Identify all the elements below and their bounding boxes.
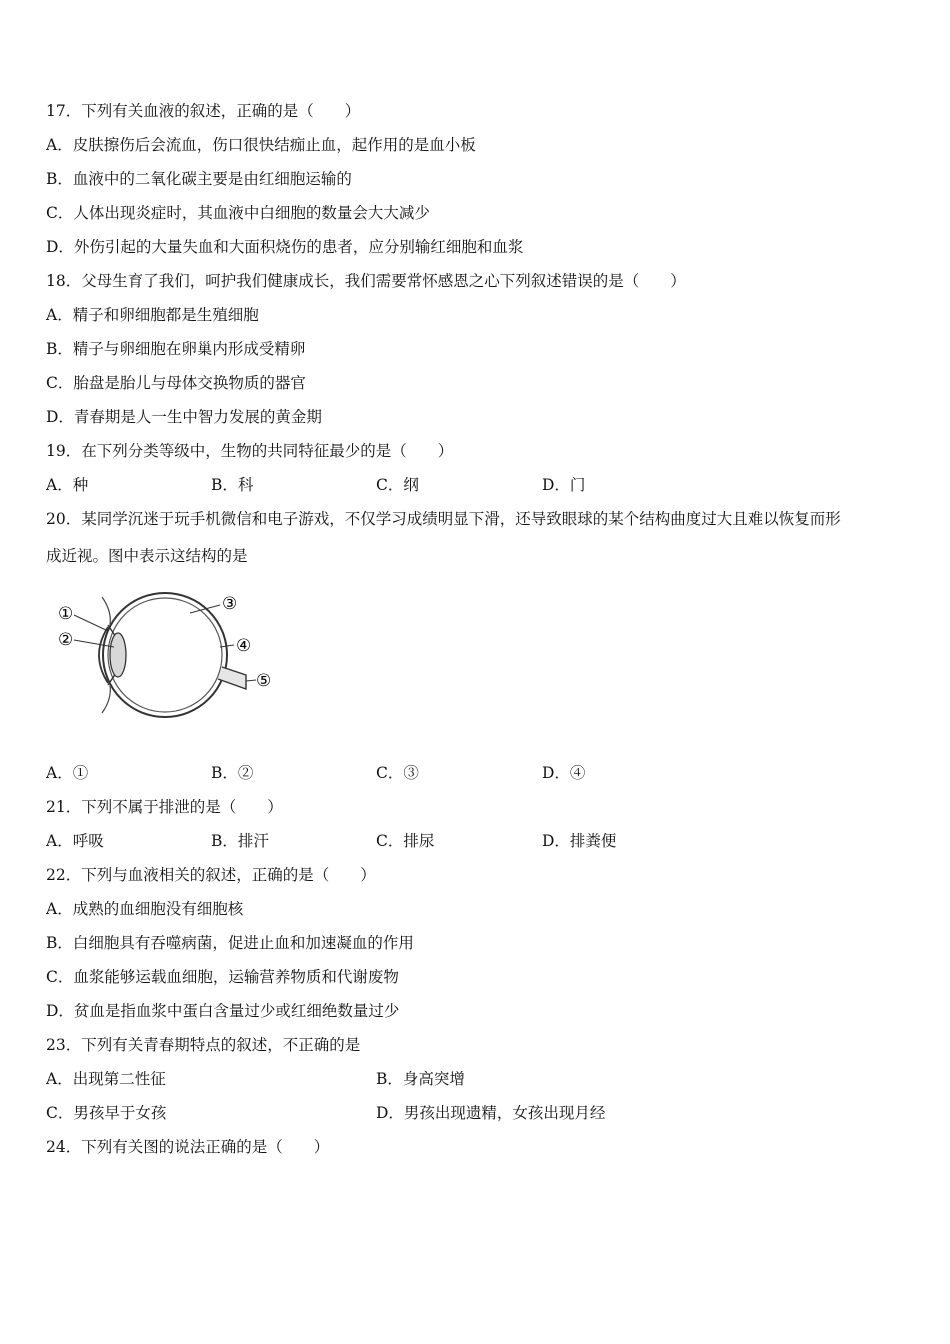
q22-option-b: B．白细胞具有吞噬病菌，促进止血和加速凝血的作用 (46, 934, 414, 952)
q18-stem: 18．父母生育了我们，呵护我们健康成长，我们需要常怀感恩之心下列叙述错误的是（ ） (46, 272, 686, 290)
q19-stem: 19．在下列分类等级中，生物的共同特征最少的是（ ） (46, 442, 454, 460)
q17-option-b: B．血液中的二氧化碳主要是由红细胞运输的 (46, 170, 352, 188)
q18-option-a: A．精子和卵细胞都是生殖细胞 (46, 306, 259, 324)
label-1: ① (58, 604, 74, 624)
q20-option-a: A．① (46, 764, 89, 782)
q21-option-a: A．呼吸 (46, 832, 104, 850)
eyeball-diagram (50, 585, 280, 725)
leader-2 (74, 640, 114, 647)
q20-stem-line1: 20．某同学沉迷于玩手机微信和电子游戏，不仅学习成绩明显下滑，还导致眼球的某个结构曲度过大且难以恢复而形 (46, 510, 841, 528)
q17-stem: 17．下列有关血液的叙述，正确的是（ ） (46, 102, 361, 120)
lens (110, 633, 126, 677)
q23-option-a: A．出现第二性征 (46, 1070, 166, 1088)
q23-option-d: D．男孩出现遗精，女孩出现月经 (376, 1104, 606, 1122)
q18-option-b: B．精子与卵细胞在卵巢内形成受精卵 (46, 340, 306, 358)
leader-1 (74, 615, 108, 631)
eyelid-top (102, 597, 110, 625)
q20-option-b: B．② (211, 764, 254, 782)
leader-5 (246, 680, 256, 681)
eyelid-bottom (102, 685, 110, 713)
q17-option-d: D．外伤引起的大量失血和大面积烧伤的患者，应分别输红细胞和血浆 (46, 238, 524, 256)
q21-option-b: B．排汗 (211, 832, 269, 850)
q23-stem: 23．下列有关青春期特点的叙述，不正确的是 (46, 1036, 361, 1054)
q20-stem-line2: 成近视。图中表示这结构的是 (46, 547, 248, 565)
q21-option-d: D．排粪便 (542, 832, 617, 850)
label-2: ② (58, 630, 74, 650)
q19-option-b: B．科 (211, 476, 254, 494)
optic-nerve (218, 667, 246, 689)
q24-stem: 24．下列有关图的说法正确的是（ ） (46, 1138, 330, 1156)
q19-option-d: D．门 (542, 476, 586, 494)
q19-option-c: C．纲 (376, 476, 419, 494)
q17-option-c: C．人体出现炎症时，其血液中白细胞的数量会大大减少 (46, 204, 430, 222)
q20-option-c: C．③ (376, 764, 419, 782)
q19-option-a: A．种 (46, 476, 89, 494)
q22-stem: 22．下列与血液相关的叙述，正确的是（ ） (46, 866, 376, 884)
q22-option-c: C．血浆能够运载血细胞，运输营养物质和代谢废物 (46, 968, 399, 986)
q20-option-d: D．④ (542, 764, 586, 782)
label-3: ③ (222, 594, 238, 614)
q22-option-a: A．成熟的血细胞没有细胞核 (46, 900, 244, 918)
q18-option-c: C．胎盘是胎儿与母体交换物质的器官 (46, 374, 306, 392)
q18-option-d: D．青春期是人一生中智力发展的黄金期 (46, 408, 322, 426)
q17-option-a: A．皮肤擦伤后会流血，伤口很快结痂止血，起作用的是血小板 (46, 136, 476, 154)
label-5: ⑤ (256, 671, 272, 691)
q23-option-c: C．男孩早于女孩 (46, 1104, 167, 1122)
q21-option-c: C．排尿 (376, 832, 435, 850)
label-4: ④ (236, 636, 252, 656)
q22-option-d: D．贫血是指血浆中蛋白含量过少或红细绝数量过少 (46, 1002, 400, 1020)
q21-stem: 21．下列不属于排泄的是（ ） (46, 798, 283, 816)
q23-option-b: B．身高突增 (376, 1070, 465, 1088)
